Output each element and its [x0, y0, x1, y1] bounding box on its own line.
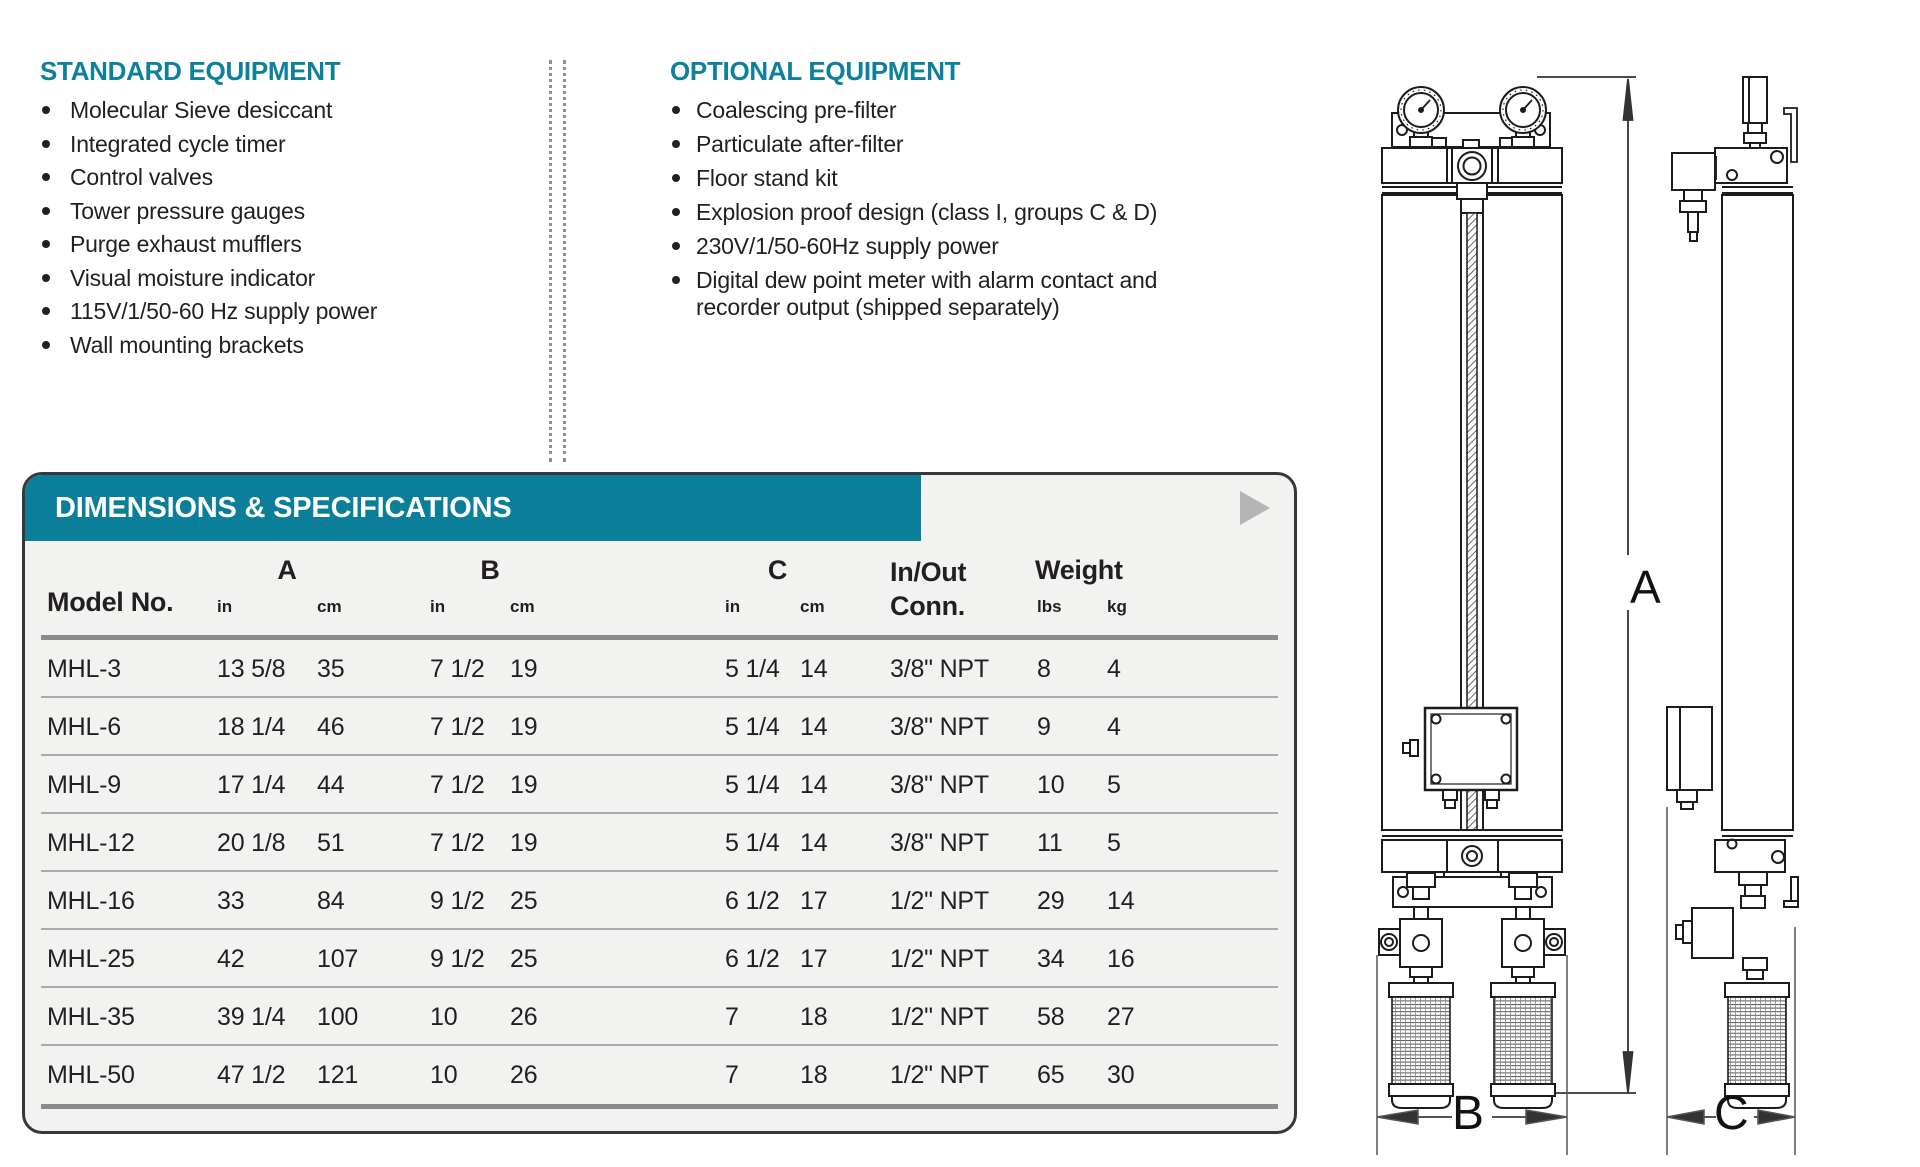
col-header-conn-line2: Conn. — [890, 591, 965, 621]
bullet-icon — [42, 207, 50, 215]
standard-equipment-list — [40, 97, 520, 359]
cell-model: MHL-9 — [47, 771, 122, 799]
list-item-text: Purge exhaust mufflers — [70, 231, 302, 257]
cell-conn: 1/2" NPT — [890, 887, 989, 915]
col-header-conn — [890, 555, 966, 623]
list-item — [40, 97, 520, 124]
optional-equipment-section — [670, 56, 1250, 328]
cell-c-in: 5 1/4 — [725, 771, 780, 799]
next-page-arrow-icon — [1240, 491, 1270, 525]
cell-kg: 16 — [1107, 945, 1135, 973]
list-item-text: Control valves — [70, 164, 213, 190]
solenoid-valve — [1502, 919, 1565, 967]
cell-conn: 3/8" NPT — [890, 771, 989, 799]
side-view — [1667, 77, 1798, 1108]
standard-equipment-title: STANDARD EQUIPMENT — [40, 56, 341, 86]
list-item — [40, 198, 520, 225]
cell-a-in: 47 1/2 — [217, 1061, 286, 1089]
dimension-a-label: A — [1630, 561, 1661, 613]
solenoid-valve — [1676, 908, 1733, 958]
cell-lbs: 65 — [1037, 1061, 1065, 1089]
bullet-icon — [42, 341, 50, 349]
cell-lbs: 58 — [1037, 1003, 1065, 1031]
list-item-text: Visual moisture indicator — [70, 264, 316, 291]
cell-model: MHL-35 — [47, 1003, 135, 1031]
cell-a-in: 20 1/8 — [217, 829, 286, 857]
cell-b-in: 7 1/2 — [430, 829, 485, 857]
list-item-text: Explosion proof design (class I, groups C & D) — [696, 199, 1158, 225]
cell-b-in: 7 1/2 — [430, 713, 485, 741]
subcol-a-in: in — [217, 597, 233, 616]
subcol-c-cm: cm — [800, 597, 825, 616]
list-item-text: Integrated cycle timer — [70, 130, 286, 157]
list-item — [670, 131, 1241, 158]
subcol-a-cm: cm — [317, 597, 342, 616]
subcol-weight-lbs: lbs — [1037, 597, 1062, 616]
col-header-conn-line1: In/Out — [890, 557, 967, 587]
cell-kg: 4 — [1107, 655, 1121, 683]
optional-equipment-title: OPTIONAL EQUIPMENT — [670, 56, 961, 86]
cell-c-in: 5 1/4 — [725, 655, 780, 683]
bullet-icon — [42, 307, 50, 315]
col-header-weight: Weight — [1035, 555, 1123, 585]
list-item-text: 230V/1/50-60Hz supply power — [696, 233, 999, 259]
subcol-weight-kg: kg — [1107, 597, 1127, 616]
cell-b-cm: 26 — [510, 1003, 538, 1031]
cell-conn: 1/2" NPT — [890, 945, 989, 973]
exhaust-muffler — [1491, 983, 1555, 1108]
col-header-b: B — [480, 555, 500, 585]
cell-model: MHL-6 — [47, 713, 122, 741]
list-item — [40, 131, 520, 158]
cell-b-in: 10 — [430, 1003, 458, 1031]
cell-c-cm: 17 — [800, 945, 828, 973]
cell-c-in: 5 1/4 — [725, 829, 780, 857]
cell-kg: 5 — [1107, 829, 1121, 857]
cell-c-cm: 14 — [800, 829, 828, 857]
cell-b-cm: 19 — [510, 771, 538, 799]
cell-a-cm: 100 — [317, 1003, 359, 1031]
pressure-gauge-icon — [1398, 87, 1444, 133]
dotted-divider-line — [563, 60, 566, 462]
list-item — [40, 265, 520, 292]
table-row — [25, 640, 1294, 698]
cell-lbs: 8 — [1037, 655, 1051, 683]
cell-c-cm: 14 — [800, 655, 828, 683]
bullet-icon — [672, 276, 680, 284]
solenoid-valve — [1379, 919, 1442, 967]
cell-model: MHL-25 — [47, 945, 135, 973]
col-header-model: Model No. — [47, 587, 174, 617]
cell-a-cm: 121 — [317, 1061, 359, 1089]
spec-table-title: DIMENSIONS & SPECIFICATIONS — [55, 492, 512, 524]
cell-b-cm: 25 — [510, 887, 538, 915]
cell-model: MHL-12 — [47, 829, 135, 857]
cell-a-cm: 35 — [317, 655, 345, 683]
table-row — [25, 930, 1294, 988]
bullet-icon — [42, 274, 50, 282]
optional-equipment-list — [670, 97, 1250, 321]
table-row — [25, 988, 1294, 1046]
cell-model: MHL-16 — [47, 887, 135, 915]
bullet-icon — [42, 140, 50, 148]
table-row — [25, 1046, 1294, 1104]
bullet-icon — [672, 106, 680, 114]
spec-table-header-bar — [25, 475, 921, 541]
dotted-divider-line — [549, 60, 552, 462]
cell-c-cm: 18 — [800, 1003, 828, 1031]
col-header-a: A — [277, 555, 297, 585]
subcol-c-in: in — [725, 597, 741, 616]
cell-kg: 4 — [1107, 713, 1121, 741]
cell-conn: 3/8" NPT — [890, 655, 989, 683]
cell-b-cm: 19 — [510, 829, 538, 857]
cell-a-in: 33 — [217, 887, 245, 915]
list-item — [40, 164, 520, 191]
bullet-icon — [672, 174, 680, 182]
list-item — [40, 231, 520, 258]
cell-a-in: 13 5/8 — [217, 655, 286, 683]
cell-conn: 3/8" NPT — [890, 829, 989, 857]
list-item — [670, 165, 1241, 192]
cell-a-cm: 107 — [317, 945, 359, 973]
technical-drawing — [1340, 50, 1900, 1160]
cell-a-in: 17 1/4 — [217, 771, 286, 799]
cell-conn: 3/8" NPT — [890, 713, 989, 741]
cell-a-in: 39 1/4 — [217, 1003, 286, 1031]
cell-b-cm: 26 — [510, 1061, 538, 1089]
dryer-drawing-svg — [1340, 50, 1900, 1160]
cell-lbs: 34 — [1037, 945, 1065, 973]
list-item — [670, 97, 1241, 124]
table-row — [25, 698, 1294, 756]
cell-b-in: 9 1/2 — [430, 945, 485, 973]
bullet-icon — [672, 140, 680, 148]
cell-conn: 1/2" NPT — [890, 1061, 989, 1089]
spec-table-card — [22, 472, 1297, 1134]
cell-b-in: 7 1/2 — [430, 771, 485, 799]
list-item-text: Particulate after-filter — [696, 131, 904, 157]
list-item — [40, 332, 520, 359]
footer-rule — [41, 1104, 1278, 1109]
cell-c-in: 7 — [725, 1061, 739, 1089]
exhaust-muffler — [1389, 983, 1453, 1108]
cell-c-cm: 17 — [800, 887, 828, 915]
table-row — [25, 756, 1294, 814]
cell-lbs: 29 — [1037, 887, 1065, 915]
col-header-c: C — [767, 555, 788, 585]
cell-kg: 30 — [1107, 1061, 1135, 1089]
cell-b-in: 9 1/2 — [430, 887, 485, 915]
cell-b-in: 10 — [430, 1061, 458, 1089]
list-item-text: Floor stand kit — [696, 165, 838, 191]
subcol-b-in: in — [430, 597, 446, 616]
bullet-icon — [42, 240, 50, 248]
table-row — [25, 814, 1294, 872]
bullet-icon — [42, 106, 50, 114]
cell-a-cm: 84 — [317, 887, 345, 915]
list-item-text: Tower pressure gauges — [70, 197, 305, 224]
cell-a-in: 42 — [217, 945, 245, 973]
cell-b-cm: 19 — [510, 655, 538, 683]
cell-a-in: 18 1/4 — [217, 713, 286, 741]
cell-c-cm: 14 — [800, 771, 828, 799]
spec-table-body — [25, 640, 1294, 1104]
dimension-b-label: B — [1452, 1087, 1485, 1140]
cell-c-in: 6 1/2 — [725, 945, 780, 973]
list-item — [670, 199, 1241, 226]
cell-lbs: 11 — [1037, 829, 1063, 857]
cell-a-cm: 51 — [317, 829, 345, 857]
cell-kg: 5 — [1107, 771, 1121, 799]
cell-kg: 14 — [1107, 887, 1135, 915]
cell-b-cm: 25 — [510, 945, 538, 973]
list-item — [670, 233, 1241, 260]
cell-kg: 27 — [1107, 1003, 1135, 1031]
cell-c-in: 6 1/2 — [725, 887, 780, 915]
bullet-icon — [672, 208, 680, 216]
list-item-text: Molecular Sieve desiccant — [70, 97, 333, 123]
bullet-icon — [42, 173, 50, 181]
cell-model: MHL-3 — [47, 655, 122, 683]
cell-a-cm: 46 — [317, 713, 345, 741]
cell-a-cm: 44 — [317, 771, 345, 799]
cell-lbs: 10 — [1037, 771, 1065, 799]
cell-c-cm: 14 — [800, 713, 828, 741]
dimension-c-label: C — [1714, 1087, 1749, 1140]
standard-equipment-section — [40, 56, 520, 365]
subcol-b-cm: cm — [510, 597, 535, 616]
front-view — [1379, 87, 1565, 1108]
cell-c-in: 5 1/4 — [725, 713, 780, 741]
list-item-text: Wall mounting brackets — [70, 331, 304, 358]
list-item-text: Digital dew point meter with alarm contact and recorder output (shipped separately) — [696, 267, 1158, 320]
list-item — [670, 267, 1241, 321]
table-row — [25, 872, 1294, 930]
cell-b-cm: 19 — [510, 713, 538, 741]
cell-conn: 1/2" NPT — [890, 1003, 989, 1031]
cell-c-in: 7 — [725, 1003, 739, 1031]
cell-b-in: 7 1/2 — [430, 655, 485, 683]
cell-model: MHL-50 — [47, 1061, 135, 1089]
list-item-text: 115V/1/50-60 Hz supply power — [70, 298, 378, 324]
cell-lbs: 9 — [1037, 713, 1051, 741]
pressure-gauge-icon — [1500, 87, 1546, 133]
list-item-text: Coalescing pre-filter — [696, 97, 897, 123]
list-item — [40, 298, 520, 325]
bullet-icon — [672, 242, 680, 250]
cell-c-cm: 18 — [800, 1061, 828, 1089]
